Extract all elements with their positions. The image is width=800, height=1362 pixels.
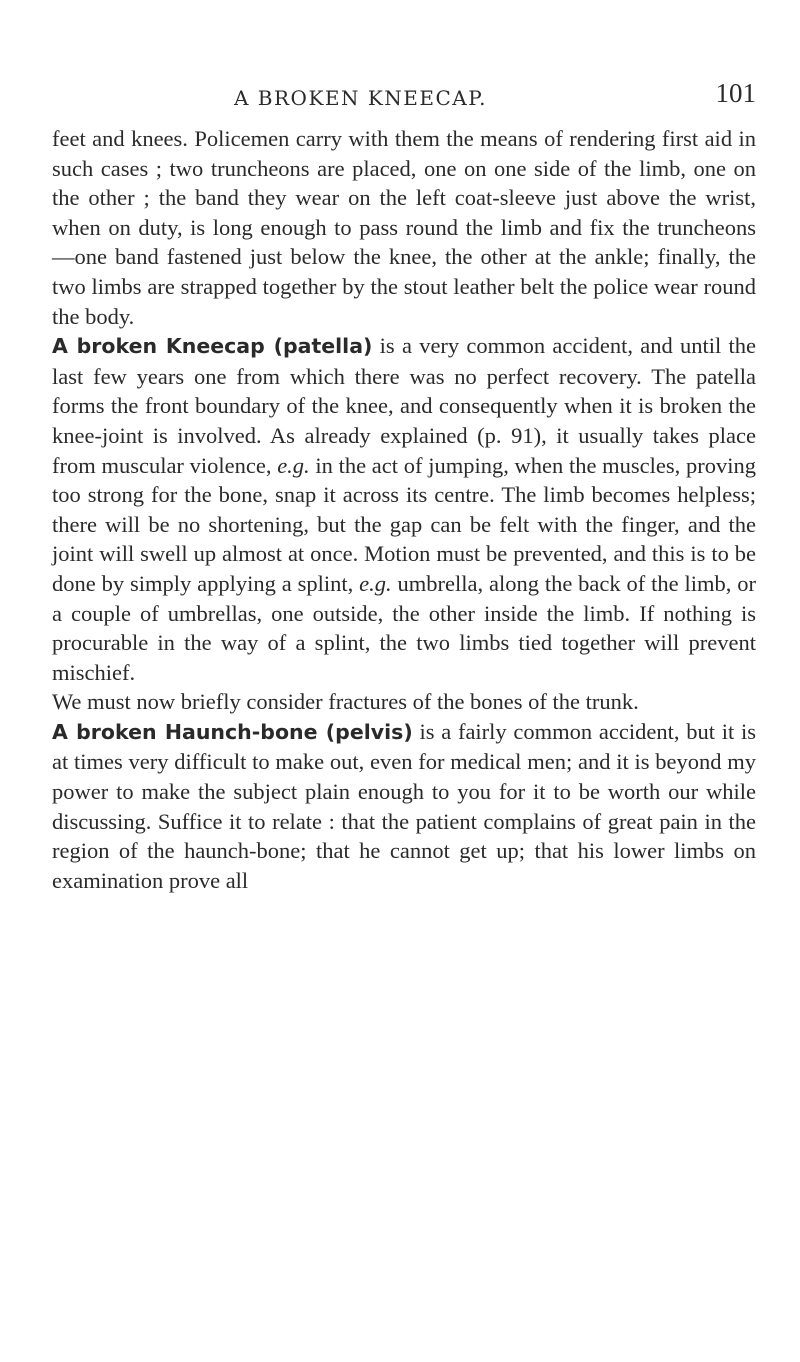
paragraph-2: [52, 331, 756, 687]
running-title: A BROKEN KNEECAP.: [234, 86, 487, 110]
paragraph-2-text-b: in the act of jumping, when the muscles, proving too strong for the bone, snap it across its centre. The limb becomes helpless; there will be no shortening, but the gap can be felt with the finger, and the joint will swell up almost at once. Motion must be prevented, and this is to be done by simply applying a splint,: [52, 452, 756, 596]
abbrev-eg-2: e.g.: [359, 570, 392, 596]
paragraph-4-text: is a fairly common accident, but it is at times very difficult to make out, even for medical men; and it is beyond my power to make the subject plain enough to you for it to be worth our while discussing. Suffice it to relate : that the patient complains of great pain in the region of the haunch-bone; that he cannot get up; that his lower limbs on examination prove all: [52, 718, 756, 893]
page-number: 101: [715, 78, 756, 108]
paragraph-1: [52, 124, 756, 331]
book-page: [52, 78, 756, 895]
body-text: [52, 124, 756, 895]
running-head: [52, 78, 756, 118]
paragraph-1-text: feet and knees. Policemen carry with them the means of rendering first aid in such cases ; two truncheons are placed, one on one side of the limb, one on the other ; the band they wear on the left coat-sleeve just above the wrist, when on duty, is long enough to pass round the limb and fix the truncheons —one band fastened just below the knee, the other at the ankle; finally, the two limbs are strapped together by the stout leather belt the police wear round the body.: [52, 126, 756, 329]
heading-broken-kneecap: A broken Kneecap (patella): [52, 334, 373, 359]
paragraph-2-text-c: umbrella, along the back of the limb, or a couple of umbrellas, one outside, the other inside the limb. If nothing is procurable in the way of a splint, the two limbs tied together will prevent mischief.: [52, 570, 756, 685]
heading-broken-haunch-bone: A broken Haunch-bone (pelvis): [52, 719, 413, 744]
paragraph-3-text: We must now briefly consider fractures of the bones of the trunk.: [52, 689, 639, 715]
abbrev-eg-1: e.g.: [277, 452, 310, 478]
paragraph-4: [52, 717, 756, 896]
paragraph-3: [52, 687, 756, 717]
paragraph-2-text-a: is a very common accident, and until the last few years one from which there was no perfect recovery. The patella forms the front boundary of the knee, and consequently when it is broken the knee-joint is involved. As already explained (p. 91), it usually takes place from muscular violence,: [52, 333, 757, 478]
